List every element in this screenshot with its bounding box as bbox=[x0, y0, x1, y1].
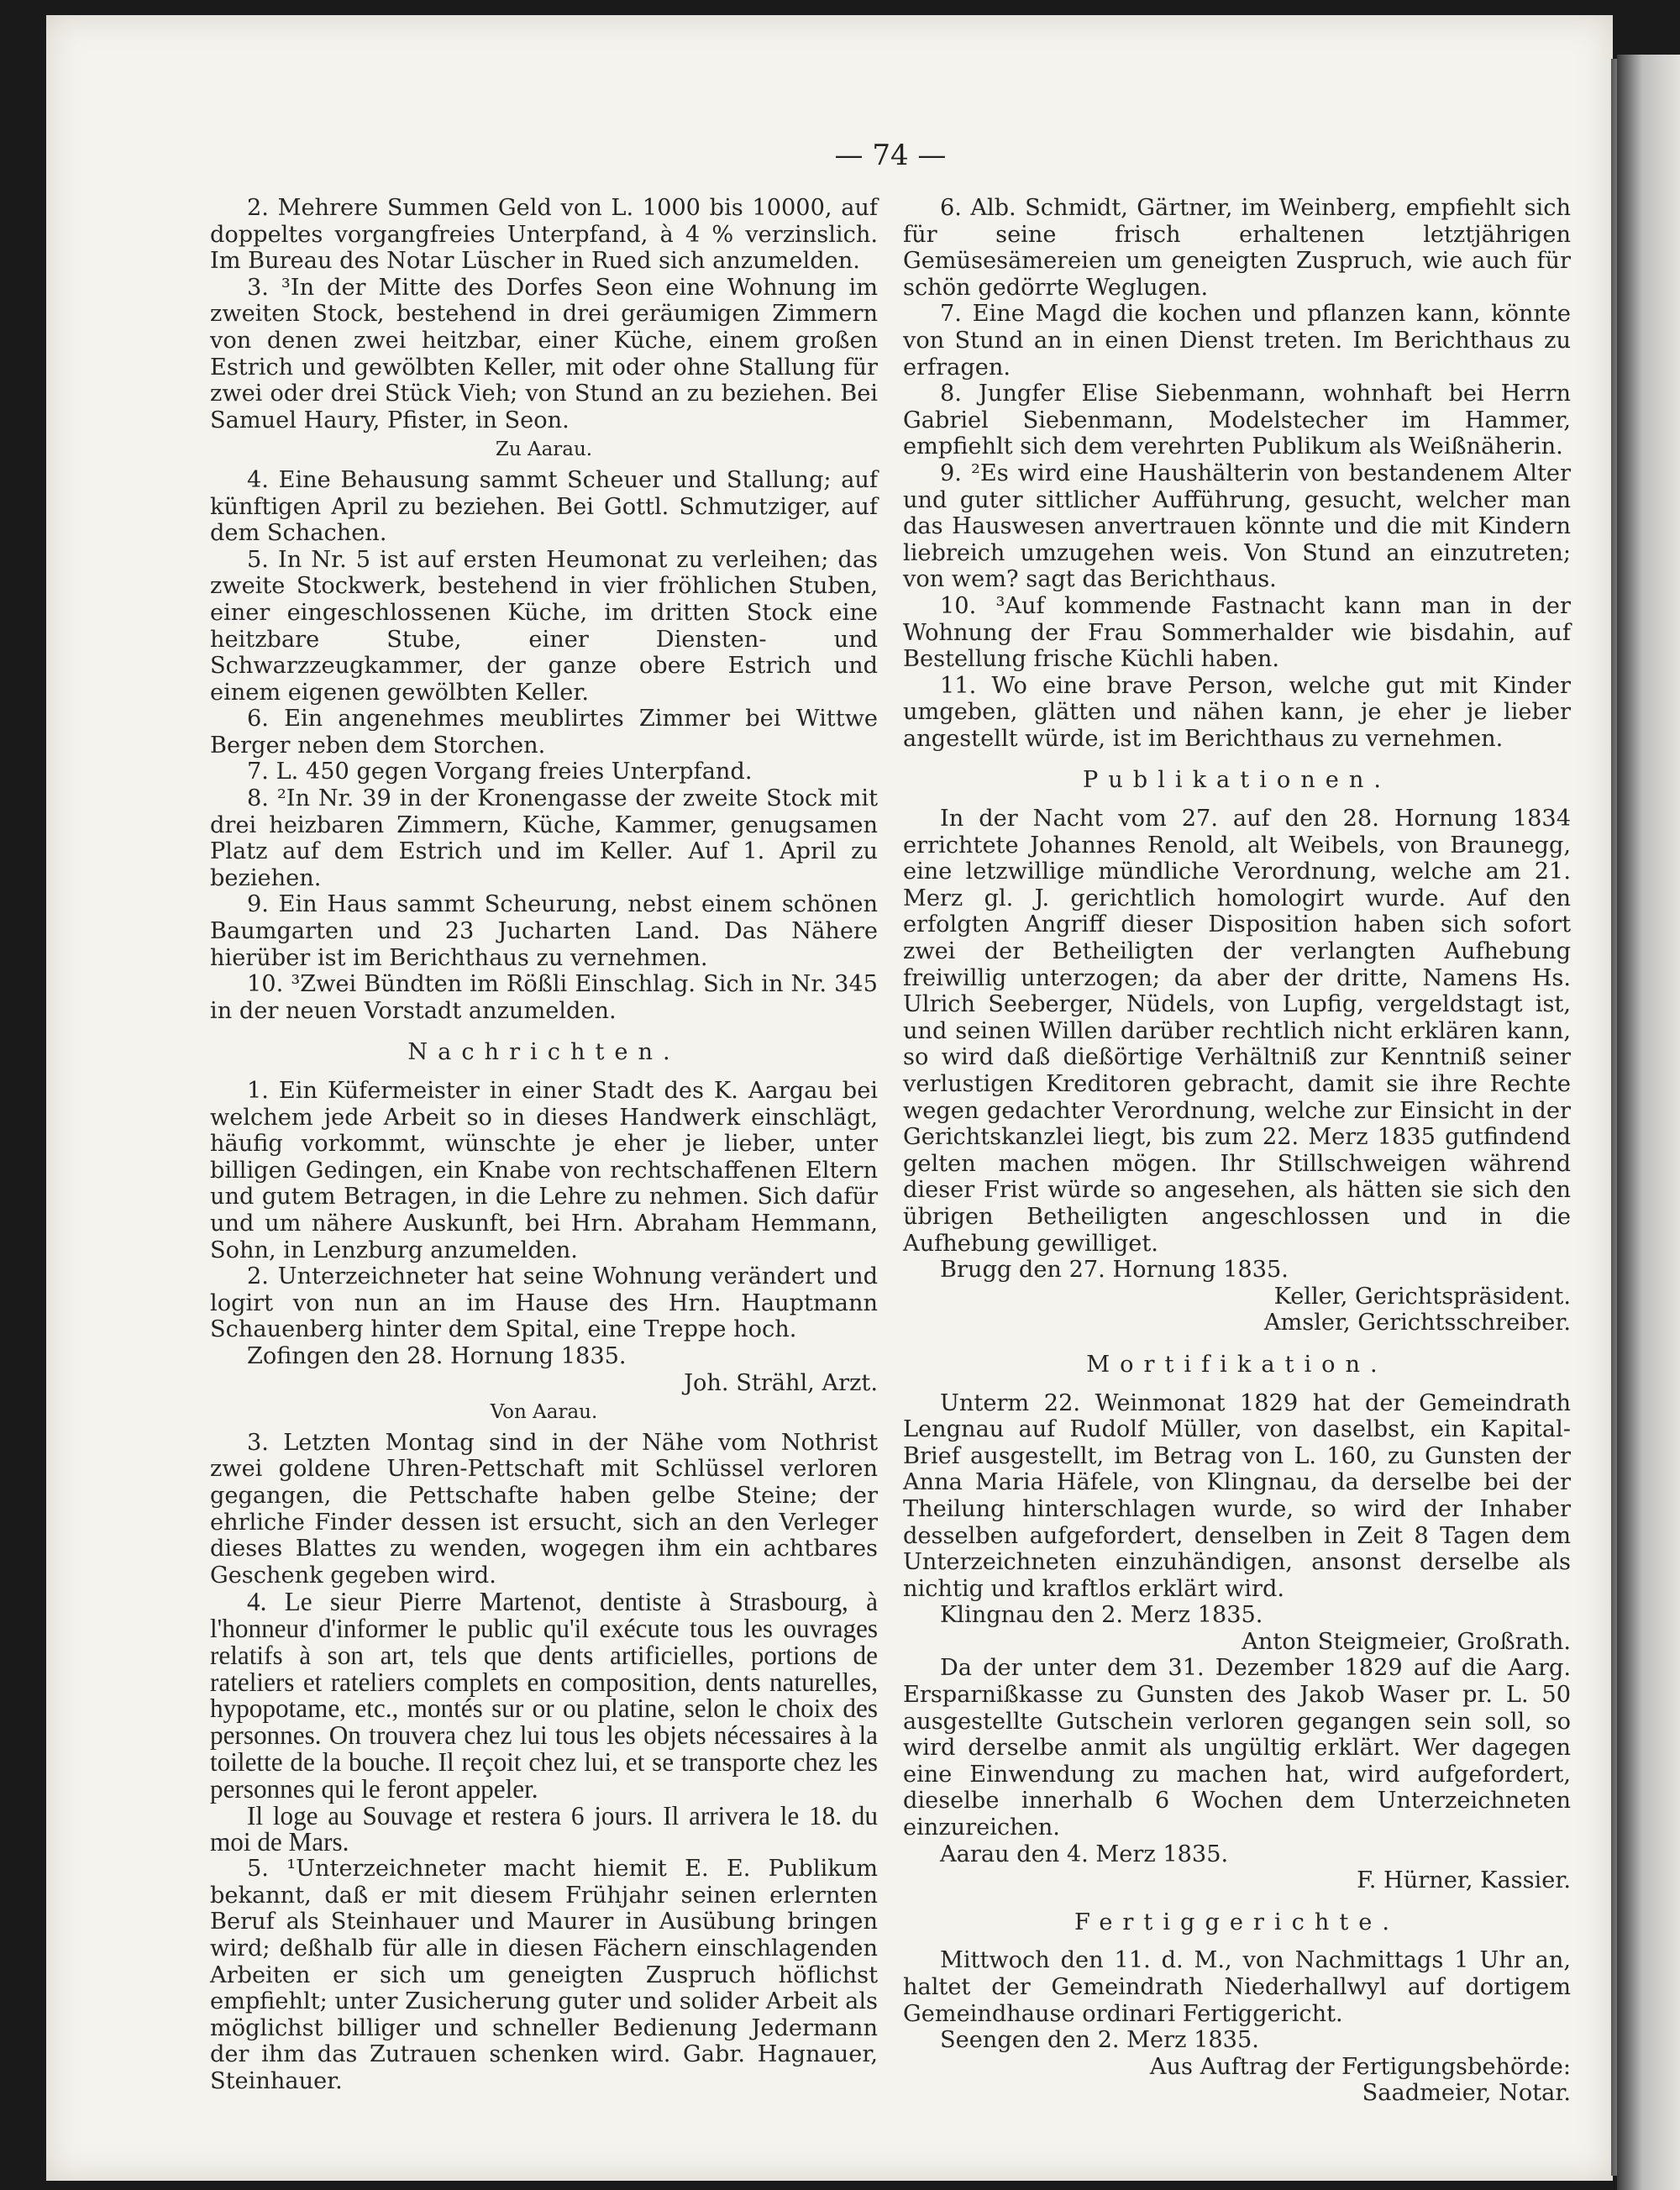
section-heading: Fertiggerichte. bbox=[1074, 1909, 1400, 1935]
signature: F. Hürner, Kassier. bbox=[1357, 1867, 1571, 1894]
paragraph: 8. ²In Nr. 39 in der Kronengasse der zweite Stock mit drei heizbaren Zimmern, Küche, Kammer, genugsamen Platz auf dem Estrich und im Keller. Auf 1. April zu beziehen. bbox=[210, 785, 878, 891]
paragraph: 5. ¹Unterzeichneter macht hiemit E. E. Publikum bekannt, daß er mit diesem Frühjahr seinen erlernten Beruf als Steinhauer und Maurer in Ausübung bringen wird; deßhalb für alle in diesen Fächern einschlagenden Arbeiten er sich um geneigten Zuspruch höflichst empfiehlt; unter Zusicherung guter und solider Arbeit als möglichst billiger und schneller Bedienung Jedermann der ihm das Zutrauen schenken wird. Gabr. Hagnauer, Steinhauer. bbox=[210, 1856, 878, 2094]
paragraph: 8. Jungfer Elise Siebenmann, wohnhaft bei Herrn Gabriel Siebenmann, Modelstecher im Hammer, empfiehlt sich dem verehrten Publikum als Weißnäherin. bbox=[903, 381, 1571, 460]
left-column bbox=[210, 195, 878, 2095]
paragraph: 6. Ein angenehmes meublirtes Zimmer bei Wittwe Berger neben dem Storchen. bbox=[210, 706, 878, 759]
paragraph: Da der unter dem 31. Dezember 1829 auf die Aarg. Ersparnißkasse zu Gunsten des Jakob Waser pr. L. 50 ausgestellte Gutschein verloren gegangen sein soll, so wird derselbe anmit als ungültig erklärt. Wer dagegen eine Einwendung zu machen hat, wird aufgefordert, dieselbe innerhalb 6 Wochen dem Unterzeichneten einzureichen. bbox=[903, 1655, 1571, 1841]
paragraph: 10. ³Zwei Bündten im Rößli Einschlag. Sich in Nr. 345 in der neuen Vorstadt anzumelden. bbox=[210, 971, 878, 1024]
paragraph: Klingnau den 2. Merz 1835. bbox=[940, 1602, 1263, 1629]
paragraph: Brugg den 27. Hornung 1835. bbox=[940, 1257, 1289, 1284]
sub-heading: Zu Aarau. bbox=[495, 439, 593, 461]
paragraph: 11. Wo eine brave Person, welche gut mit Kinder umgeben, glätten und nähen kann, je eher je lieber angestellt würde, ist im Berichthaus zu vernehmen. bbox=[903, 672, 1571, 752]
section-heading: Mortifikation. bbox=[1086, 1351, 1388, 1378]
paragraph: 6. Alb. Schmidt, Gärtner, im Weinberg, empfiehlt sich für seine frisch erhaltenen letztjährigen Gemüsesämereien um geneigten Zuspruch, wie auch für schön gedörrte Weglugen. bbox=[903, 195, 1571, 301]
paragraph: 2. Mehrere Summen Geld von L. 1000 bis 10000, auf doppeltes vorgangfreies Unterpfand, à 4 % verzinslich. Im Bureau des Notar Lüscher in Rued sich anzumelden. bbox=[210, 195, 878, 275]
french-notice: Il loge au Souvage et restera 6 jours. Il arrivera le 18. du moi de Mars. bbox=[210, 1800, 878, 1857]
signature: Aus Auftrag der Fertigungsbehörde: bbox=[1149, 2053, 1571, 2080]
paragraph: Seengen den 2. Merz 1835. bbox=[940, 2027, 1259, 2054]
paragraph: 5. In Nr. 5 ist auf ersten Heumonat zu verleihen; das zweite Stockwerk, bestehend in vier fröhlichen Stuben, einer eingeschlossenen Küche, im dritten Stock eine heitzbare Stube, einer Diensten- und Schwarzzeugkammer, der ganze obere Estrich und einem eigenen gewölbten Keller. bbox=[210, 546, 878, 706]
paragraph: 7. L. 450 gegen Vorgang freies Unterpfand. bbox=[247, 759, 753, 785]
signature: Joh. Strähl, Arzt. bbox=[684, 1369, 878, 1396]
section-heading: Nachrichten. bbox=[407, 1039, 680, 1066]
paragraph: 7. Eine Magd die kochen und pflanzen kann, könnte von Stund an in einen Dienst treten. Im Berichthaus zu erfragen. bbox=[903, 301, 1571, 381]
signature: Keller, Gerichtspräsident. bbox=[1273, 1283, 1571, 1310]
paragraph: 10. ³Auf kommende Fastnacht kann man in der Wohnung der Frau Sommerhalder wie bisdahin, auf Bestellung frische Küchli haben. bbox=[903, 592, 1571, 673]
signature: Anton Steigmeier, Großrath. bbox=[1242, 1628, 1571, 1655]
signature: Amsler, Gerichtsschreiber. bbox=[1263, 1310, 1571, 1337]
paragraph: In der Nacht vom 27. auf den 28. Hornung 1834 errichtete Johannes Renold, alt Weibels, von Braunegg, eine letzwillige mündliche Verordnung, welche am 21. Merz gl. J. gerichtlich homologirt wurde. Auf den erfolgten Angriff dieser Disposition haben sich sofort zwei der Betheiligten der verlangten Aufhebung freiwillig unterzogen; da aber der dritte, Namens Hs. Ulrich Seeberger, Nüdels, von Lupfig, vergeldstagt ist, und seinen Willen darüber rechtlich nicht erklären kann, so wird daß dießörtige Verhältniß zur Kenntniß seiner verlustigen Kreditoren gebracht, damit sie ihre Rechte wegen gedachter Verordnung, welche zur Einsicht in der Gerichtskanzlei liegt, bis zum 22. Merz 1835 gutfindend gelten machen mögen. Ihr Stillschweigen während dieser Frist würde so angesehen, als hätten sie sich den übrigen Betheiligten angeschlossen und in die Aufhebung gewilliget. bbox=[903, 806, 1571, 1257]
paragraph: 3. ³In der Mitte des Dorfes Seon eine Wohnung im zweiten Stock, bestehend in drei geräumigen Zimmern von denen zwei heitzbar, einer Küche, einem großen Estrich und gewölbten Keller, mit oder ohne Stallung für zwei oder drei Stück Vieh; von Stund an zu beziehen. Bei Samuel Haury, Pfister, in Seon. bbox=[210, 274, 878, 433]
signature: Saadmeier, Notar. bbox=[1362, 2080, 1571, 2107]
paragraph: 1. Ein Küfermeister in einer Stadt des K. Aargau bei welchem jede Arbeit so in dieses Handwerk einschlägt, häufig vorkommt, wünschte je eher je lieber, unter billigen Gedingen, ein Knabe von rechtschaffenen Eltern und gutem Betragen, in die Lehre zu nehmen. Sich dafür und um nähere Auskunft, bei Hrn. Abraham Hemmann, Sohn, in Lenzburg anzumelden. bbox=[210, 1078, 878, 1263]
paragraph: Unterm 22. Weinmonat 1829 hat der Gemeindrath Lengnau auf Rudolf Müller, von daselbst, ein Kapital-Brief ausgestellt, im Betrag von L. 160, zu Gunsten der Anna Maria Häfele, von Klingnau, da derselbe bei der Theilung hinterschlagen wurde, so wird der Inhaber desselben aufgefordert, denselben in Zeit 8 Tagen dem Unterzeichneten einzuhändigen, ansonst derselbe als nichtig und kraftlos erklärt wird. bbox=[903, 1389, 1571, 1602]
paragraph: 2. Unterzeichneter hat seine Wohnung verändert und logirt von nun an im Hause des Hrn. Hauptmann Schauenberg hinter dem Spital, eine Treppe hoch. bbox=[210, 1263, 878, 1343]
paragraph: Mittwoch den 11. d. M., von Nachmittags 1 Uhr an, haltet der Gemeindrath Niederhallwyl auf dortigem Gemeindhause ordinari Fertiggericht. bbox=[903, 1947, 1571, 2027]
paragraph: 9. ²Es wird eine Haushälterin von bestandenem Alter und guter sittlicher Aufführung, gesucht, welcher man das Hauswesen anvertrauen könnte und die mit Kindern liebreich umzugehen weis. Von Stund an einzutreten; von wem? sagt das Berichthaus. bbox=[903, 460, 1571, 593]
paragraph: 9. Ein Haus sammt Scheurung, nebst einem schönen Baumgarten und 23 Jucharten Land. Das Nähere hierüber ist im Berichthaus zu vernehmen. bbox=[210, 891, 878, 971]
sub-heading: Von Aarau. bbox=[490, 1401, 598, 1424]
right-column bbox=[903, 195, 1571, 2107]
paragraph: Zofingen den 28. Hornung 1835. bbox=[247, 1342, 627, 1369]
section-heading: Publikationen. bbox=[1082, 767, 1392, 794]
paragraph: Aarau den 4. Merz 1835. bbox=[940, 1841, 1229, 1867]
paragraph: 3. Letzten Montag sind in der Nähe vom Nothrist zwei goldene Uhren-Pettschaft mit Schlüssel verloren gegangen, die Pettschafte haben gelbe Steine; der ehrliche Finder dessen ist ersucht, sich an den Verleger dieses Blattes zu wenden, wogegen ihm ein achtbares Geschenk gegeben wird. bbox=[210, 1429, 878, 1589]
paragraph: 4. Eine Behausung sammt Scheuer und Stallung; auf künftigen April zu beziehen. Bei Gottl. Schmutziger, auf dem Schachen. bbox=[210, 466, 878, 547]
page-number: — 74 — bbox=[834, 139, 947, 172]
next-page-edge bbox=[1617, 55, 1680, 2190]
french-notice: 4. Le sieur Pierre Martenot, dentiste à Strasbourg, à l'honneur d'informer le public qu'il exécute tous les ouvrages relatifs à son art, tels que dents artificielles, portions de rateliers et rateliers complets en composition, dents naturelles, hypopotame, etc., montés sur or ou platine, selon le choix des personnes. On trouvera chez lui tous les objets nécessaires à la toilette de la bouche. Il reçoit chez lui, et se transporte chez les personnes qui le feront appeler. bbox=[210, 1587, 878, 1804]
